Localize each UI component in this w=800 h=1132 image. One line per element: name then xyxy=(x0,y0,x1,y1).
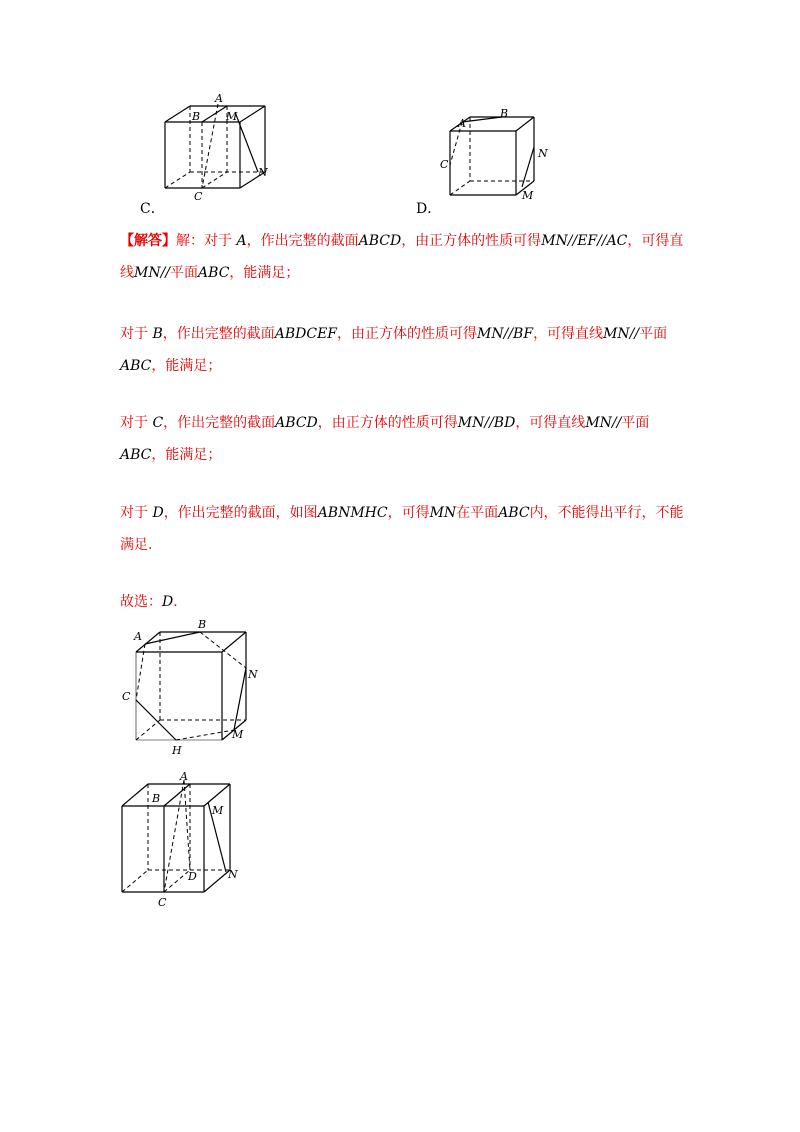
solution-paragraph-d: 对于 D，作出完整的截面，如图ABNMHC，可得MN在平面ABC内，不能得出平行，不能满足. xyxy=(120,505,684,553)
solution-figure-hexagon xyxy=(118,618,268,758)
answer-bracket: 【解答】 xyxy=(120,233,176,249)
solution-figure-rectangle xyxy=(118,772,248,912)
label-a: A xyxy=(134,630,142,643)
figure-option-d xyxy=(440,105,560,205)
label-c: C xyxy=(158,896,167,909)
solution-paragraph-a: 【解答】解：对于 A，作出完整的截面ABCD，由正方体的性质可得MN//EF//AC，可得直线MN//平面ABC，能满足； xyxy=(120,233,684,281)
label-n: N xyxy=(538,147,548,160)
label-m: M xyxy=(522,189,534,202)
solution-paragraph-c: 对于 C，作出完整的截面ABCD，由正方体的性质可得MN//BD，可得直线MN//平面ABC，能满足； xyxy=(120,415,650,463)
label-d: D xyxy=(188,870,197,883)
label-c: C xyxy=(122,690,131,703)
label-n: N xyxy=(258,166,268,179)
label-b: B xyxy=(500,107,509,120)
label-a: A xyxy=(180,770,188,783)
label-a: A xyxy=(458,117,466,130)
figure-option-c xyxy=(160,92,280,205)
label-b: B xyxy=(198,618,207,631)
label-n: N xyxy=(228,868,238,881)
label-c: C xyxy=(440,158,449,171)
label-b: B xyxy=(152,792,161,805)
solution-paragraph-b: 对于 B，作出完整的截面ABDCEF，由正方体的性质可得MN//BF，可得直线MN//平面ABC，能满足； xyxy=(120,326,668,374)
label-m: M xyxy=(212,804,224,817)
final-answer: 故选：D. xyxy=(120,594,178,610)
label-a: A xyxy=(215,92,223,105)
label-m: M xyxy=(226,110,238,123)
label-h: H xyxy=(172,744,182,757)
label-m: M xyxy=(232,728,244,741)
option-c-label: C． xyxy=(140,201,165,217)
label-c: C xyxy=(194,190,203,203)
option-d-label: D． xyxy=(416,201,442,217)
label-b: B xyxy=(192,110,201,123)
label-n: N xyxy=(248,668,258,681)
